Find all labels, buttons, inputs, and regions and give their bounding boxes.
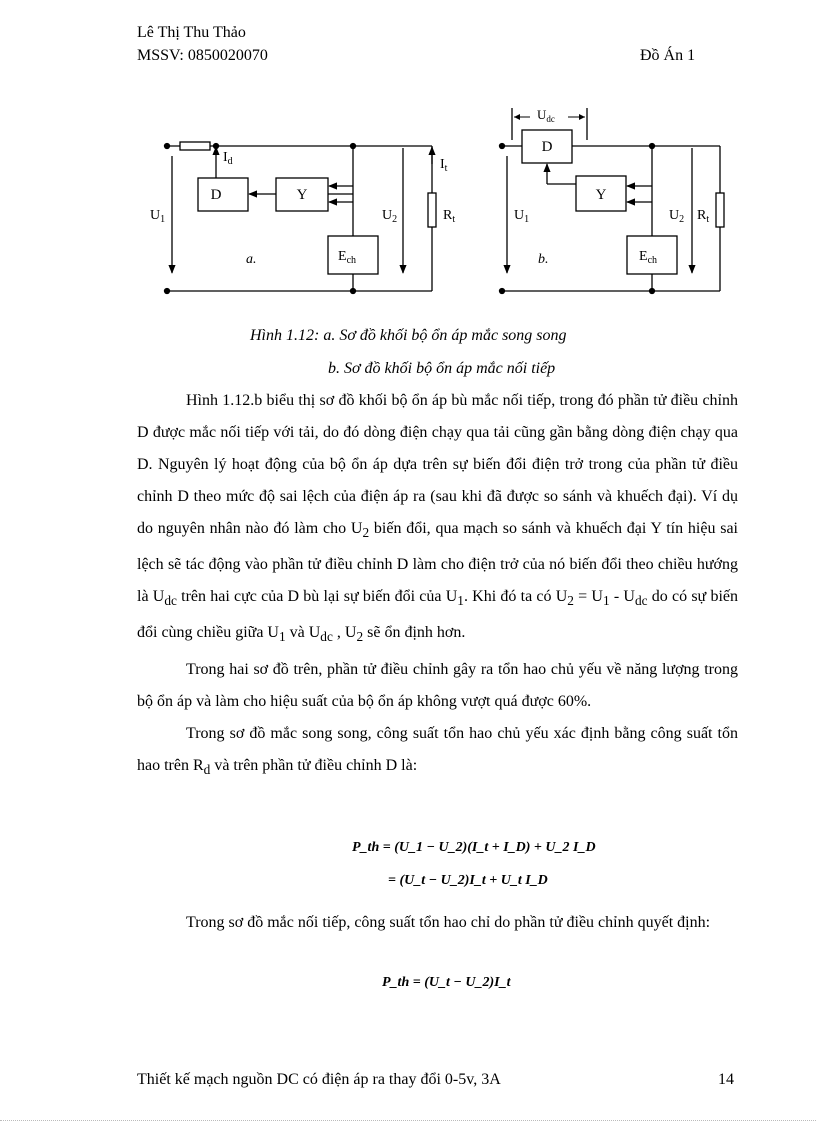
diagram-b bbox=[500, 108, 725, 294]
paragraph-1: Hình 1.12.b biểu thị sơ đồ khối bộ ổn áp bù mắc nối tiếp, trong đó phần tử điều chỉnh D được mắc nối tiếp với tải, do đó dòng điện chạy qua tải cũng gần bằng dòng điện chạy qua D. Nguyên lý hoạt động của bộ ổn áp dựa trên sự biến đổi điện trở trong của phần tử điều chỉnh D theo mức độ sai lệch của điện áp ra (sau khi đã được so sánh và khuếch đại). Ví dụ do nguyên nhân nào đó làm cho $U_2$ biến đổi, qua mạch so sánh và khuếch đại Y tín hiệu sai lệch sẽ tác động vào phần tử điều chỉnh D làm cho điện trở của nó biến đổi theo chiều hướng là $U_{dc}$ trên hai cực của D bù lại sự biến đổi của $U_1$. Khi đó ta có $U_2 = U_1 - U_{dc}$ do có sự biến đổi cùng chiều giữa $U_1$ và $U_{dc}$ , $U_2$ sẽ ổn định hơn. bbox=[137, 392, 739, 645]
formula-3: P_th = (U_t − U_2)I_t bbox=[382, 975, 511, 990]
a-u2-label: U bbox=[382, 208, 393, 223]
svg-text:U2 bbox=[669, 208, 684, 225]
b-figure-label: b. bbox=[538, 252, 549, 267]
a-ech-label: E bbox=[338, 249, 347, 264]
a-id-label: I bbox=[223, 150, 228, 165]
a-block-y: Y bbox=[296, 187, 308, 203]
b-udc-label: U bbox=[537, 107, 547, 122]
a-it-label: I bbox=[440, 157, 445, 172]
a-u2-sub: 2 bbox=[392, 214, 398, 225]
a-id-sub: d bbox=[227, 156, 233, 167]
svg-text:U1 bbox=[150, 208, 165, 225]
svg-text:Ech bbox=[639, 249, 657, 266]
svg-text:Rt bbox=[697, 208, 709, 225]
svg-text:U2 bbox=[382, 208, 397, 225]
b-u2-label: U bbox=[669, 208, 680, 223]
b-block-y: Y bbox=[595, 187, 607, 203]
b-u2-sub: 2 bbox=[679, 214, 685, 225]
body-block-1 bbox=[137, 385, 738, 786]
svg-text:Ech bbox=[338, 249, 356, 266]
b-block-d: D bbox=[541, 139, 553, 155]
b-rt-label: R bbox=[697, 208, 707, 223]
paragraph-4: Trong sơ đồ mắc nối tiếp, công suất tổn hao chỉ do phần tử điều chỉnh quyết định: bbox=[186, 914, 711, 931]
a-rt-label: R bbox=[443, 208, 453, 223]
svg-text:It bbox=[440, 157, 448, 174]
footer-title: Thiết kế mạch nguồn DC có điện áp ra thay đổi 0-5v, 3A bbox=[137, 1071, 501, 1088]
a-u1-label: U bbox=[150, 208, 161, 223]
figure-caption-line1: Hình 1.12: a. Sơ đồ khối bộ ổn áp mắc song song bbox=[250, 327, 567, 344]
svg-text:Id bbox=[223, 150, 233, 167]
a-rt-sub: t bbox=[452, 214, 456, 225]
a-it-sub: t bbox=[444, 163, 448, 174]
paragraph-2: Trong hai sơ đồ trên, phần tử điều chỉnh gây ra tổn hao chủ yếu về năng lượng trong bộ ổn áp và làm cho hiệu suất của bộ ổn áp không vượt quá được 60%. bbox=[137, 660, 738, 710]
b-ech-label: E bbox=[639, 249, 648, 264]
b-rt-sub: t bbox=[706, 214, 710, 225]
b-u1-label: U bbox=[514, 208, 525, 223]
b-u1-sub: 1 bbox=[524, 214, 530, 225]
svg-text:Udc bbox=[537, 107, 555, 124]
formula-1: P_th = (U_1 − U_2)(I_t + I_D) + U_2 I_D bbox=[352, 840, 596, 855]
figure-caption-line2: b. Sơ đồ khối bộ ổn áp mắc nối tiếp bbox=[328, 360, 556, 377]
paragraph-3: Trong sơ đồ mắc song song, công suất tổn hao chủ yếu xác định bằng công suất tổn hao trên $R_d$ và trên phần tử điều chỉnh D là: bbox=[137, 724, 738, 777]
header-student-id: MSSV: 0850020070 bbox=[137, 47, 268, 64]
header-project: Đồ Án 1 bbox=[640, 47, 696, 64]
page-bottom-rule bbox=[0, 1120, 816, 1121]
a-u1-sub: 1 bbox=[160, 214, 166, 225]
svg-text:Rt bbox=[443, 208, 455, 225]
circuit-diagram bbox=[150, 98, 750, 303]
b-ech-sub: ch bbox=[647, 255, 658, 266]
header-author: Lê Thị Thu Thảo bbox=[137, 24, 246, 41]
b-udc-sub: dc bbox=[546, 114, 555, 124]
page-number: 14 bbox=[718, 1071, 734, 1088]
a-block-d: D bbox=[210, 187, 222, 203]
body-block-2 bbox=[137, 907, 738, 939]
svg-text:U1 bbox=[514, 208, 529, 225]
formula-2: = (U_t − U_2)I_t + U_t I_D bbox=[388, 873, 548, 888]
a-ech-sub: ch bbox=[346, 255, 357, 266]
a-figure-label: a. bbox=[246, 252, 257, 267]
